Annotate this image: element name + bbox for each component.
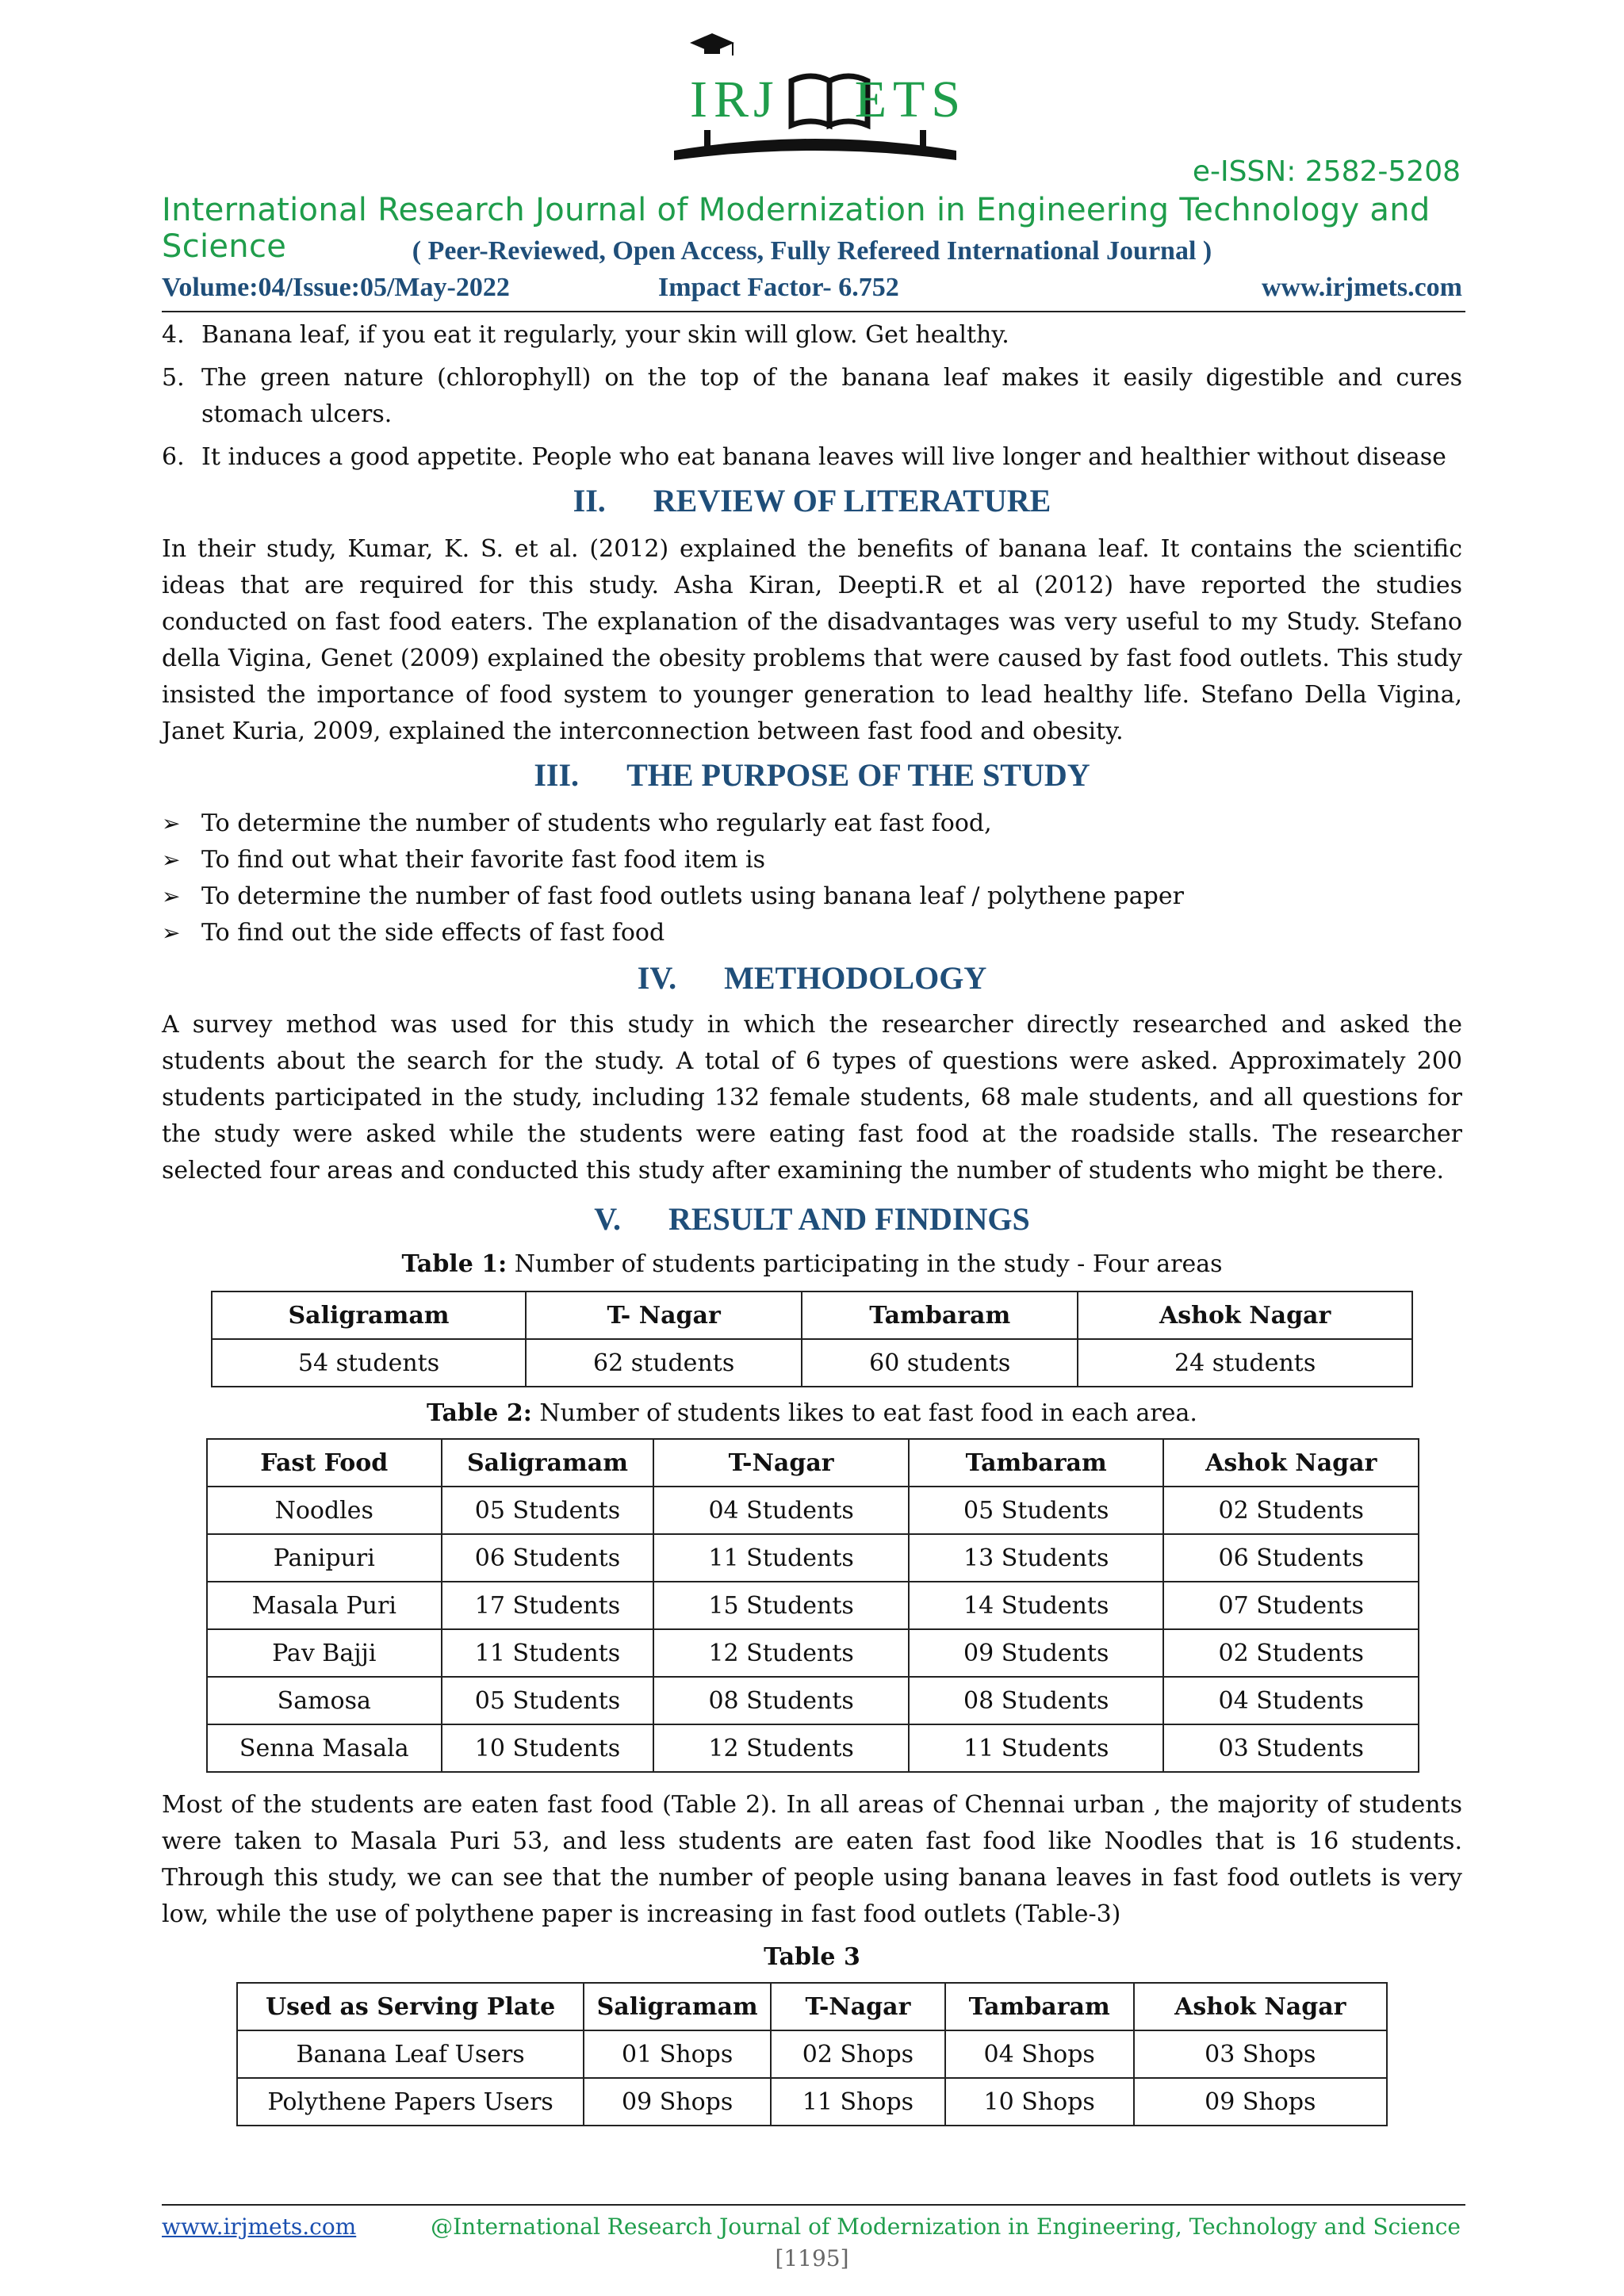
footer-divider xyxy=(162,2204,1465,2206)
table-cell: Pav Bajji xyxy=(207,1629,442,1677)
list-item: ➢ To determine the number of students who regularly eat fast food, xyxy=(162,806,1462,842)
table3-caption: Table 3 xyxy=(764,1943,860,1971)
table-row xyxy=(207,1487,1419,1534)
list-item: 6. It induces a good appetite. People who eat banana leaves will live longer and healthier without disease xyxy=(162,443,1446,471)
logo-text-i: I xyxy=(690,71,714,128)
table-row xyxy=(207,1629,1419,1677)
table-cell: 01 Shops xyxy=(584,2030,771,2078)
eissn: e-ISSN: 2582-5208 xyxy=(1192,155,1461,188)
section-heading-purpose: III. THE PURPOSE OF THE STUDY xyxy=(534,757,1090,793)
footer-journal-name: @International Research Journal of Modernization in Engineering, Technology and Science xyxy=(431,2214,1461,2240)
table-header-cell: T- Nagar xyxy=(526,1292,802,1339)
table2 xyxy=(206,1438,1419,1773)
table-cell: 02 Shops xyxy=(771,2030,945,2078)
list-item: 5. The green nature (chlorophyll) on the top of the banana leaf makes it easily digestible and cures stomach ulcers. xyxy=(162,364,1462,428)
table-cell: 07 Students xyxy=(1163,1582,1419,1629)
table-header-row xyxy=(212,1292,1412,1339)
table-cell: 09 Students xyxy=(909,1629,1164,1677)
table-header-cell: Saligramam xyxy=(212,1292,526,1339)
peer-review-line: ( Peer-Reviewed, Open Access, Fully Refereed International Journal ) xyxy=(412,236,1212,266)
review-paragraph: In their study, Kumar, K. S. et al. (2012) explained the benefits of banana leaf. It contains the scientific ideas that are required for this study. Asha Kiran, Deepti.R et al (2012) have reported the studies conducted on fast food eaters. The explanation of the disadvantages was very useful to my Study. Stefano della Vigina, Genet (2009) explained the obesity problems that were caused by fast food outlets. This study insisted the importance of food system to younger generation to lead healthy life. Stefano Della Vigina, Janet Kuria, 2009, explained the interconnection between fast food and obesity. xyxy=(162,535,1462,745)
table-cell: 06 Students xyxy=(1163,1534,1419,1582)
table-header-cell: Tambaram xyxy=(909,1439,1164,1487)
table1 xyxy=(211,1291,1413,1387)
table-row xyxy=(237,2030,1387,2078)
journal-logo xyxy=(672,32,967,174)
table-cell: 08 Students xyxy=(909,1677,1164,1724)
table-cell: 11 Students xyxy=(442,1629,654,1677)
table-header-cell: Fast Food xyxy=(207,1439,442,1487)
list-item: ➢ To find out what their favorite fast food item is xyxy=(162,842,1462,878)
table-row xyxy=(207,1582,1419,1629)
list-item: ➢ To determine the number of fast food outlets using banana leaf / polythene paper xyxy=(162,878,1462,915)
table-cell: 12 Students xyxy=(653,1629,909,1677)
table-header-cell: T-Nagar xyxy=(771,1983,945,2030)
table-cell: 03 Shops xyxy=(1134,2030,1387,2078)
table-header-cell: T-Nagar xyxy=(653,1439,909,1487)
table-cell: Polythene Papers Users xyxy=(237,2078,584,2126)
table-cell: 08 Students xyxy=(653,1677,909,1724)
methodology-paragraph: A survey method was used for this study in which the researcher directly researched and asked the students about the search for the study. A total of 6 types of questions were asked. Approximately 200 students participated in the study, including 132 female students, 68 male students, and all questions for the study were asked while the students were eating fast food at the roadside stalls. The researcher selected four areas and conducted this study after examining the number of students who might be there. xyxy=(162,1011,1462,1184)
arrow-bullet-icon: ➢ xyxy=(162,920,181,946)
table-row xyxy=(207,1724,1419,1772)
table-cell: 04 Shops xyxy=(945,2030,1134,2078)
table-row xyxy=(207,1677,1419,1724)
table-cell: 14 Students xyxy=(909,1582,1164,1629)
table-header-cell: Tambaram xyxy=(945,1983,1134,2030)
table-cell: 03 Students xyxy=(1163,1724,1419,1772)
table-cell: 11 Shops xyxy=(771,2078,945,2126)
arrow-bullet-icon: ➢ xyxy=(162,847,181,873)
purpose-list xyxy=(162,806,1462,951)
table-cell: 04 Students xyxy=(653,1487,909,1534)
table2-caption: Table 2: Number of students likes to eat fast food in each area. xyxy=(427,1399,1197,1427)
page-number: [1195] xyxy=(775,2245,849,2271)
table1-caption: Table 1: Number of students participating in the study - Four areas xyxy=(401,1250,1223,1278)
table-header-row xyxy=(237,1983,1387,2030)
table-cell: Banana Leaf Users xyxy=(237,2030,584,2078)
table-header-cell: Tambaram xyxy=(802,1292,1078,1339)
table-cell: 13 Students xyxy=(909,1534,1164,1582)
section-heading-results: V. RESULT AND FINDINGS xyxy=(594,1201,1030,1237)
table-cell: Panipuri xyxy=(207,1534,442,1582)
section-heading-review: II. REVIEW OF LITERATURE xyxy=(573,483,1051,519)
findings-paragraph: Most of the students are eaten fast food (Table 2). In all areas of Chennai urban , the majority of students were taken to Masala Puri 53, and less students are eaten fast food like Noodles that is 16 students. Through this study, we can see that the number of people using banana leaves in fast food outlets is very low, while the use of polythene paper is increasing in fast food outlets (Table-3) xyxy=(162,1791,1462,1928)
header-divider xyxy=(162,311,1465,312)
table-cell: 04 Students xyxy=(1163,1677,1419,1724)
impact-factor: Impact Factor- 6.752 xyxy=(658,273,899,302)
table-cell: 24 students xyxy=(1078,1339,1412,1387)
table-row xyxy=(237,2078,1387,2126)
section-heading-methodology: IV. METHODOLOGY xyxy=(637,960,987,996)
table-cell: 05 Students xyxy=(909,1487,1164,1534)
table-cell: 62 students xyxy=(526,1339,802,1387)
table-header-cell: Ashok Nagar xyxy=(1163,1439,1419,1487)
table-header-row xyxy=(207,1439,1419,1487)
arrow-bullet-icon: ➢ xyxy=(162,810,181,836)
table-cell: 17 Students xyxy=(442,1582,654,1629)
table-cell: 06 Students xyxy=(442,1534,654,1582)
table-cell: 05 Students xyxy=(442,1677,654,1724)
table-header-cell: Ashok Nagar xyxy=(1134,1983,1387,2030)
table-header-cell: Saligramam xyxy=(442,1439,654,1487)
table-cell: 12 Students xyxy=(653,1724,909,1772)
header-website[interactable]: www.irjmets.com xyxy=(1261,273,1462,302)
journal-title: International Research Journal of Modernization in Engineering Technology and Science xyxy=(162,192,1431,265)
list-item: ➢ To find out the side effects of fast food xyxy=(162,915,1462,951)
arrow-bullet-icon: ➢ xyxy=(162,883,181,909)
table-cell: 09 Shops xyxy=(584,2078,771,2126)
table-cell: 11 Students xyxy=(653,1534,909,1582)
table-cell: 02 Students xyxy=(1163,1487,1419,1534)
table-cell: 10 Students xyxy=(442,1724,654,1772)
table-cell: 60 students xyxy=(802,1339,1078,1387)
table3 xyxy=(236,1982,1388,2126)
table-row xyxy=(212,1339,1412,1387)
table-header-cell: Used as Serving Plate xyxy=(237,1983,584,2030)
table-cell: Samosa xyxy=(207,1677,442,1724)
table-cell: 15 Students xyxy=(653,1582,909,1629)
table-cell: 11 Students xyxy=(909,1724,1164,1772)
table-cell: 09 Shops xyxy=(1134,2078,1387,2126)
list-item: 4. Banana leaf, if you eat it regularly, your skin will glow. Get healthy. xyxy=(162,321,1009,349)
volume-info: Volume:04/Issue:05/May-2022 xyxy=(162,273,510,302)
table-cell: 54 students xyxy=(212,1339,526,1387)
table-cell: 05 Students xyxy=(442,1487,654,1534)
logo-text: IRJ ETS xyxy=(690,71,967,128)
table-row xyxy=(207,1534,1419,1582)
table-cell: 10 Shops xyxy=(945,2078,1134,2126)
table-header-cell: Saligramam xyxy=(584,1983,771,2030)
table-cell: Noodles xyxy=(207,1487,442,1534)
footer-website-link[interactable]: www.irjmets.com xyxy=(162,2214,357,2240)
table-header-cell: Ashok Nagar xyxy=(1078,1292,1412,1339)
table-cell: 02 Students xyxy=(1163,1629,1419,1677)
intro-list xyxy=(162,317,1462,482)
table-cell: Senna Masala xyxy=(207,1724,442,1772)
table-cell: Masala Puri xyxy=(207,1582,442,1629)
